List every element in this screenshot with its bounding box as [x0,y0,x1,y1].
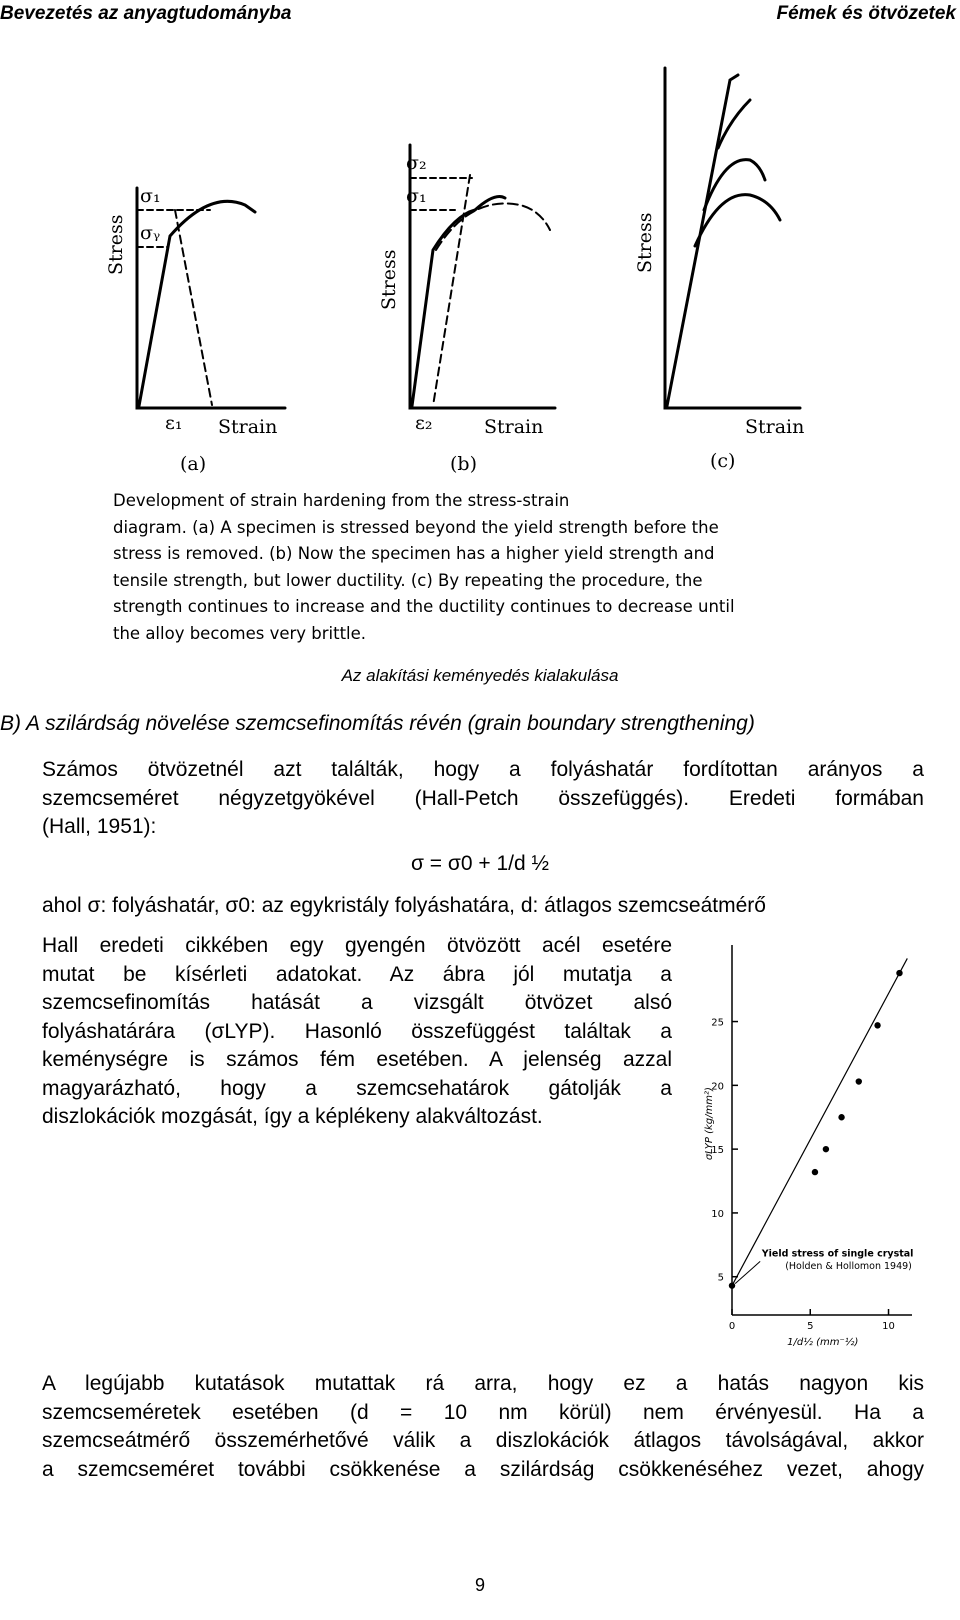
hall-petch-chart [690,935,930,1355]
data-point [896,970,902,976]
header-right: Fémek és ötvözetek [776,3,956,24]
panel-a-y-label: Stress [105,214,127,275]
annotation-line: (Holden & Hollomon 1949) [785,1261,912,1273]
caption-line: stress is removed. (b) Now the specimen has a higher yield strength and [113,544,715,563]
panel-b-eps: ε₂ [415,412,433,434]
panel-a-eps: ε₁ [165,412,183,434]
hall-petch-formula: σ = σ0 + 1/d ½ [411,852,550,875]
x-axis-label: 1/d½ (mm⁻½) [787,1337,859,1348]
panel-b-y-label: Stress [378,249,400,310]
paragraph-line: szemcseméretek esetében (d = 10 nm körül) nem érvényesül. Ha a [42,1400,924,1424]
y-tick-label: 5 [717,1272,724,1284]
y-tick-label: 15 [711,1145,724,1157]
formula-definition: ahol σ: folyáshatár, σ0: az egykristály folyáshatára, d: átlagos szemcseátmérő [42,894,766,917]
x-tick-label: 5 [807,1321,814,1332]
panel-a-sigma-y: σᵧ [140,222,161,244]
figure-caption [113,488,813,647]
paragraph-line: folyáshatárára (σLYP). Hasonló összefüggést találtak a [42,1019,672,1043]
data-point [856,1078,862,1084]
panel-b-tag: (b) [450,453,477,475]
paragraph-line: diszlokációk mozgását, így a képlékeny alakváltozást. [42,1105,543,1128]
hall-paragraph [42,932,672,1132]
panel-b-x-label: Strain [484,416,544,438]
annotation-line: Yield stress of single crystal [761,1248,914,1260]
page-number: 9 [474,1575,485,1595]
final-paragraph [42,1370,924,1484]
figure-title: Az alakítási keményedés kialakulása [341,666,619,685]
paragraph-line: (Hall, 1951): [42,815,157,838]
intro-paragraph [42,756,924,842]
y-tick-label: 20 [711,1081,724,1093]
paragraph-line: a szemcseméret további csökkenése a szilárdság csökkenéséhez vezet, ahogy [42,1457,924,1481]
data-point [812,1169,818,1175]
panel-a-tag: (a) [180,453,207,475]
panel-b-sigma-1: σ₁ [406,185,427,207]
paragraph-line: A legújabb kutatások mutattak rá arra, hogy ez a hatás nagyon kis [42,1372,924,1395]
paragraph-line: Hall eredeti cikkében egy gyengén ötvözött acél esetére [42,934,672,957]
y-axis-label: σLYP (kg/mm²) [704,1087,715,1161]
caption-line: strength continues to increase and the ductility continues to decrease until [113,597,735,616]
paragraph-line: magyarázható, hogy a szemcsehatárok gátolják a [42,1076,672,1100]
x-tick-label: 0 [728,1321,736,1332]
panel-a-sigma-1: σ₁ [140,185,161,207]
data-point [874,1022,880,1028]
panel-a-x-label: Strain [218,416,278,438]
paragraph-line: szemcsefinomítás hatását a vizsgált ötvözet alsó [42,991,672,1014]
panel-c-x-label: Strain [745,416,805,438]
panel-b-curve [412,197,505,407]
panel-b-sigma-2: σ₂ [406,152,427,174]
header-left: Bevezetés az anyagtudományba [0,3,292,24]
y-tick-label: 10 [711,1208,724,1220]
x-tick-label: 10 [882,1321,895,1332]
trend-line [732,958,907,1285]
panel-a-unload [175,210,212,405]
paragraph-line: mutat be kísérleti adatokat. Az ábra jól mutatja a [42,962,672,986]
caption-line: tensile strength, but lower ductility. (c) By repeating the procedure, the [113,570,703,590]
hall-petch-plot [690,935,930,1355]
paragraph-line: szemcseátmérő összemérhetővé válik a diszlokációk átlagos távolságával, akkor [42,1429,924,1452]
paragraph-line: keménységre is számos fém esetében. A jelenség azzal [42,1048,672,1071]
y-tick-label: 25 [711,1017,724,1029]
panel-b-axes [410,145,555,408]
paragraph-line: szemcseméret négyzetgyökével (Hall-Petch összefüggés). Eredeti formában [42,786,924,810]
panel-c-tag: (c) [710,450,736,472]
data-point [729,1282,735,1288]
panel-c-curve [667,75,738,406]
paragraph-line: Számos ötvözetnél azt találták, hogy a folyáshatár fordítottan arányos a [42,758,924,781]
caption-line: the alloy becomes very brittle. [113,623,367,643]
strain-hardening-figure [100,60,820,643]
panel-c-y-label: Stress [634,212,656,273]
section-heading: B) A szilárdság növelése szemcsefinomítás révén (grain boundary strengthening) [0,712,755,735]
data-point [838,1114,844,1120]
data-point [823,1146,829,1152]
caption-line: diagram. (a) A specimen is stressed beyond the yield strength before the [113,517,719,537]
caption-line: Development of strain hardening from the stress-strain [113,491,570,510]
